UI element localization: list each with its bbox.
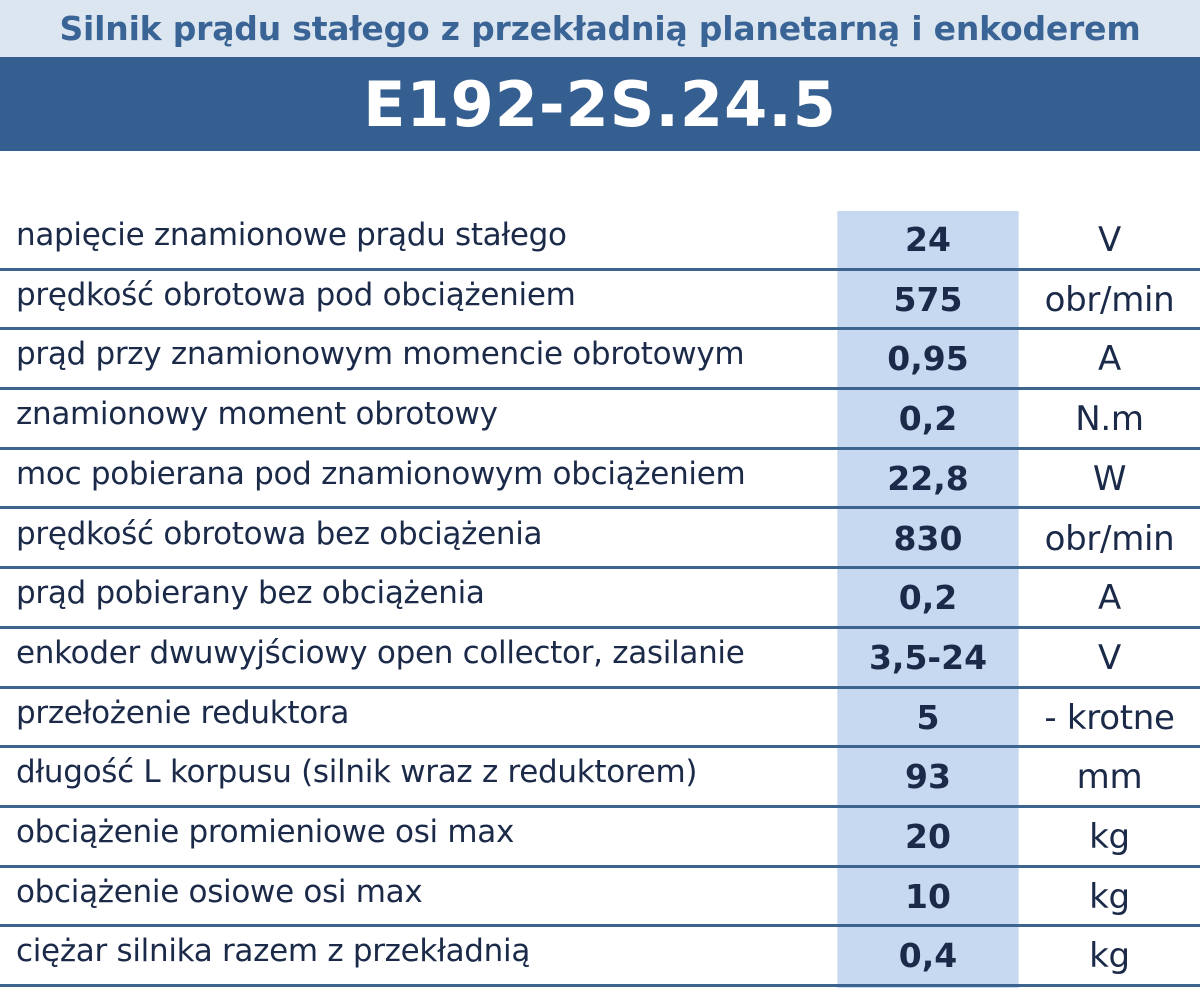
spec-unit: mm	[1076, 757, 1143, 798]
spec-unit: obr/min	[1044, 279, 1175, 320]
spec-label: enkoder dwuwyjściowy open collector, zasilanie	[16, 634, 745, 671]
subtitle-band	[0, 0, 1200, 57]
title-band	[0, 57, 1200, 151]
spec-value: 24	[905, 220, 951, 259]
spec-unit: obr/min	[1044, 518, 1175, 559]
spec-unit: N.m	[1075, 399, 1144, 440]
spec-unit: kg	[1089, 936, 1130, 977]
spec-value: 5	[916, 697, 940, 737]
spec-label: napięcie znamionowe prądu stałego	[16, 217, 567, 253]
spec-unit: kg	[1089, 876, 1130, 917]
spec-row	[0, 927, 1200, 987]
spec-row	[0, 450, 1200, 510]
spec-label: ciężar silnika razem z przekładnią	[16, 933, 531, 970]
model-title: E192-2S.24.5	[363, 67, 837, 141]
spec-label: długość L korpusu (silnik wraz z reduktorem)	[16, 754, 698, 791]
spec-value: 0,2	[898, 399, 958, 439]
spec-row	[0, 330, 1200, 390]
spec-value: 0,95	[887, 339, 969, 379]
spec-row	[0, 748, 1200, 808]
spec-value: 3,5-24	[868, 637, 988, 677]
spec-value: 20	[905, 817, 951, 856]
spec-value: 830	[893, 518, 963, 558]
document-subtitle: Silnik prądu stałego z przekładnią planetarną i enkoderem	[59, 9, 1141, 48]
spec-label: obciążenie osiowe osi max	[16, 873, 423, 910]
spec-row	[0, 629, 1200, 689]
spec-value: 22,8	[887, 458, 969, 498]
spec-label: prąd przy znamionowym momencie obrotowym	[16, 336, 745, 373]
spec-value: 10	[905, 876, 951, 916]
spec-row	[0, 510, 1200, 570]
spec-unit: W	[1092, 458, 1127, 499]
spec-unit: A	[1098, 578, 1121, 619]
spec-label: prędkość obrotowa bez obciążenia	[16, 515, 543, 552]
spec-row	[0, 211, 1200, 271]
spec-label: prąd pobierany bez obciążenia	[16, 575, 485, 612]
spec-label: przełożenie reduktora	[16, 694, 350, 731]
spec-row	[0, 689, 1200, 749]
spec-unit: V	[1098, 637, 1121, 678]
spec-row	[0, 390, 1200, 450]
spec-unit: V	[1098, 220, 1121, 260]
spec-value: 575	[893, 279, 963, 319]
spec-unit: A	[1098, 339, 1121, 380]
spec-row	[0, 868, 1200, 928]
spec-unit: - krotne	[1044, 697, 1175, 738]
spec-row	[0, 271, 1200, 331]
spec-value: 93	[905, 757, 951, 797]
spec-value: 0,2	[898, 578, 958, 618]
spec-label: moc pobierana pod znamionowym obciążeniem	[16, 455, 746, 492]
spec-value: 0,4	[898, 936, 958, 976]
spec-row	[0, 808, 1200, 868]
spec-label: prędkość obrotowa pod obciążeniem	[16, 276, 576, 313]
spec-row	[0, 569, 1200, 629]
spec-unit: kg	[1089, 817, 1130, 857]
spec-table	[0, 211, 1200, 988]
spec-label: znamionowy moment obrotowy	[16, 396, 498, 433]
spec-label: obciążenie promieniowe osi max	[16, 814, 515, 850]
